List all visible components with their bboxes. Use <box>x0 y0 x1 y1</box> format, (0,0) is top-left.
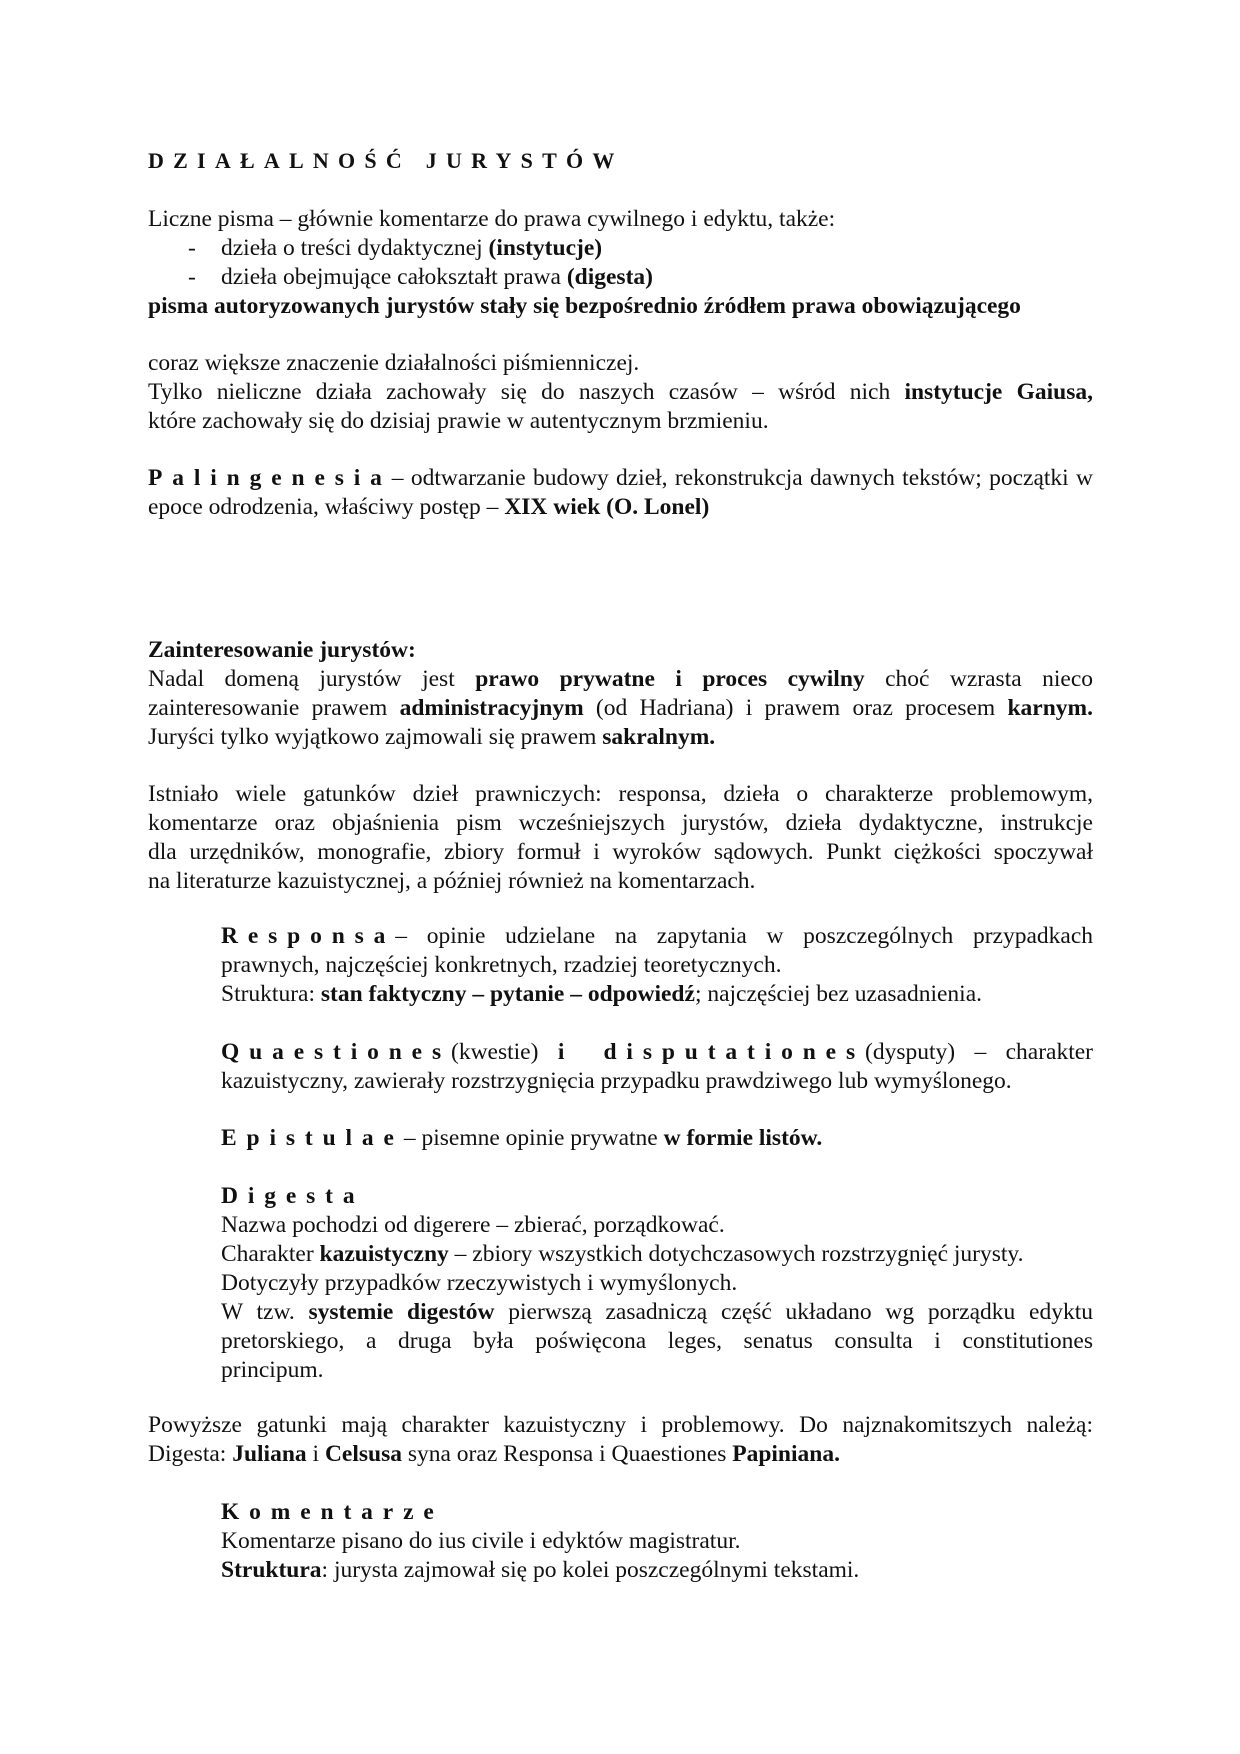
text-line <box>148 205 1093 234</box>
quaestiones-section <box>221 1038 1093 1096</box>
interests-section <box>148 636 1093 752</box>
text-segment: Nadal domeną jurystów jest <box>148 666 476 692</box>
text-line <box>221 1498 1093 1527</box>
text-segment: które zachowały się do dzisiaj prawie w autentycznym brzmieniu. <box>148 408 769 434</box>
text-segment: Juryści tylko wyjątkowo zajmowali się prawem <box>148 724 603 750</box>
text-segment: Dotyczyły przypadków rzeczywistych i wymyślonych. <box>221 1270 738 1296</box>
spaced-heading: Palingenesia <box>148 465 392 491</box>
text-line <box>148 665 1093 694</box>
bold-text: (digesta) <box>566 264 653 290</box>
text-line <box>221 1327 1093 1356</box>
text-line <box>148 378 1093 407</box>
responsa-section <box>221 922 1093 1009</box>
text-segment: Powyższe gatunki mają charakter kazuistyczny i problemowy. Do najznakomitszych należą: <box>148 1412 1093 1438</box>
spaced-heading: Digesta <box>221 1183 365 1209</box>
text-segment: Tylko nieliczne działa zachowały się do naszych czasów – wśród nich <box>148 379 905 405</box>
epistulae-section <box>221 1124 1093 1153</box>
intro-paragraph <box>148 205 1093 234</box>
text-segment: Struktura: <box>221 981 321 1007</box>
bold-text: pisma autoryzowanych jurystów stały się bezpośrednio źródłem prawa obowiązującego <box>148 293 1021 319</box>
text-line <box>221 1527 1093 1556</box>
bold-text: w formie listów. <box>663 1125 823 1151</box>
text-segment: W tzw. <box>221 1299 309 1325</box>
text-line <box>221 1211 1093 1240</box>
text-segment: na literaturze kazuistycznej, a później również na komentarzach. <box>148 868 756 894</box>
text-line <box>221 1124 1093 1153</box>
text-segment: principum. <box>221 1357 324 1383</box>
text-segment: syna oraz Responsa i Quaestiones <box>401 1441 733 1467</box>
bold-text: (O. Lonel) <box>606 494 710 520</box>
text-line <box>148 809 1093 838</box>
text-segment: Charakter <box>221 1241 320 1267</box>
text-line <box>221 922 1093 951</box>
text-segment: (kwestie) <box>451 1039 558 1065</box>
text-segment: choć wzrasta nieco <box>864 666 1093 692</box>
bold-text: instytucje Gaiusa, <box>904 379 1093 405</box>
text-line <box>221 1067 1093 1096</box>
text-line <box>221 1356 1093 1385</box>
summary-paragraph <box>148 1411 1093 1469</box>
text-line <box>148 780 1093 809</box>
text-segment: (od Hadriana) i prawem oraz procesem <box>583 695 1008 721</box>
bold-text: administracyjnym <box>399 695 584 721</box>
bold-text: Struktura <box>221 1557 322 1583</box>
writing-activity-paragraph <box>148 349 1093 436</box>
key-statement <box>148 292 1093 321</box>
text-segment: – pisemne opinie prywatne <box>403 1125 664 1151</box>
bullet-text <box>221 234 602 263</box>
bullet-list <box>188 234 1088 292</box>
text-segment: dla urzędników, monografie, zbiory formuł i wyroków sądowych. Punkt ciężkości spoczywał <box>148 839 1093 865</box>
bold-text: prawo prywatne i proces cywilny <box>475 666 865 692</box>
text-segment: Komentarze pisano do ius civile i edyktów magistratur. <box>221 1528 741 1554</box>
text-segment: coraz większe znaczenie działalności piśmienniczej. <box>148 350 640 376</box>
bold-text: XIX wiek <box>504 494 601 520</box>
text-line <box>148 636 1093 665</box>
bold-text: systemie digestów <box>308 1299 495 1325</box>
bold-text: (instytucje) <box>488 235 603 261</box>
text-segment: pretorskiego, a druga była poświęcona leges, senatus consulta i constitutiones <box>221 1328 1093 1354</box>
spaced-heading: Epistulae <box>221 1125 404 1151</box>
text-segment: : jurysta zajmował się po kolei poszczególnymi tekstami. <box>321 1557 860 1583</box>
text-line <box>148 349 1093 378</box>
bold-text: kazuistyczny <box>319 1241 449 1267</box>
bullet-item <box>188 234 1088 263</box>
text-line <box>221 1556 1093 1585</box>
text-segment: zainteresowanie prawem <box>148 695 400 721</box>
text-segment: Digesta: <box>148 1441 233 1467</box>
text-line <box>148 1411 1093 1440</box>
text-line <box>221 1269 1093 1298</box>
dash-bullet-icon: - <box>188 264 196 290</box>
text-segment: kazuistyczny, zawierały rozstrzygnięcia przypadku prawdziwego lub wymyślonego. <box>221 1068 1012 1094</box>
text-segment: dzieła o treści dydaktycznej <box>221 235 489 261</box>
text-segment: – opinie udzielane na zapytania w poszczególnych przypadkach <box>395 923 1093 949</box>
dash-bullet-icon: - <box>188 235 196 261</box>
bullet-text <box>221 263 653 292</box>
text-line <box>148 464 1093 493</box>
palingenesia-paragraph <box>148 464 1093 522</box>
bold-text: stan faktyczny – pytanie – odpowiedź <box>320 981 695 1007</box>
text-line <box>221 1298 1093 1327</box>
text-segment: (dysputy) – charakter <box>865 1039 1093 1065</box>
bold-text: Celsusa <box>324 1441 402 1467</box>
text-line <box>148 694 1093 723</box>
text-segment: Nazwa pochodzi od digerere – zbierać, porządkować. <box>221 1212 725 1238</box>
text-segment: ; najczęściej bez uzasadnienia. <box>694 981 982 1007</box>
text-segment: pierwszą zasadniczą część układano wg porządku edyktu <box>494 1299 1093 1325</box>
text-segment: komentarze oraz objaśnienia pism wcześniejszych jurystów, dzieła dydaktyczne, instrukcje <box>148 810 1093 836</box>
text-line <box>221 951 1093 980</box>
text-line <box>148 838 1093 867</box>
bold-text: Zainteresowanie jurystów: <box>148 637 416 663</box>
text-line <box>221 1240 1093 1269</box>
bold-text: sakralnym. <box>602 724 716 750</box>
text-line <box>221 980 1093 1009</box>
text-segment: Liczne pisma – głównie komentarze do prawa cywilnego i edyktu, także: <box>148 206 836 232</box>
document-title: DZIAŁALNOŚĆ JURYSTÓW <box>148 148 624 173</box>
genres-paragraph <box>148 780 1093 896</box>
digesta-section <box>221 1182 1093 1385</box>
text-line <box>148 1440 1093 1469</box>
text-line <box>148 407 1093 436</box>
text-segment: Istniało wiele gatunków dzieł prawniczych: responsa, dzieła o charakterze problemowym, <box>148 781 1093 807</box>
spaced-heading: Quaestiones <box>221 1039 451 1065</box>
text-segment: – odtwarzanie budowy dzieł, rekonstrukcja dawnych tekstów; początki w <box>391 465 1093 491</box>
text-segment: dzieła obejmujące całokształt prawa <box>221 264 567 290</box>
text-line <box>148 867 1093 896</box>
bold-text: karnym. <box>1007 695 1093 721</box>
spaced-heading: Komentarze <box>221 1499 444 1525</box>
spaced-heading: i disputationes <box>557 1039 865 1065</box>
text-segment: prawnych, najczęściej konkretnych, rzadziej teoretycznych. <box>221 952 782 978</box>
text-line <box>148 723 1093 752</box>
spaced-heading: Responsa <box>221 923 396 949</box>
text-line <box>221 1038 1093 1067</box>
bold-text: Juliana <box>232 1441 307 1467</box>
bold-text: Papiniana. <box>732 1441 840 1467</box>
text-segment: – zbiory wszystkich dotychczasowych rozstrzygnięć jurysty. <box>448 1241 1024 1267</box>
text-segment: epoce odrodzenia, właściwy postęp – <box>148 494 505 520</box>
text-line <box>148 292 1093 321</box>
text-segment: i <box>306 1441 325 1467</box>
komentarze-section <box>221 1498 1093 1585</box>
text-line <box>221 1182 1093 1211</box>
text-line <box>148 493 1093 522</box>
bullet-item <box>188 263 1088 292</box>
